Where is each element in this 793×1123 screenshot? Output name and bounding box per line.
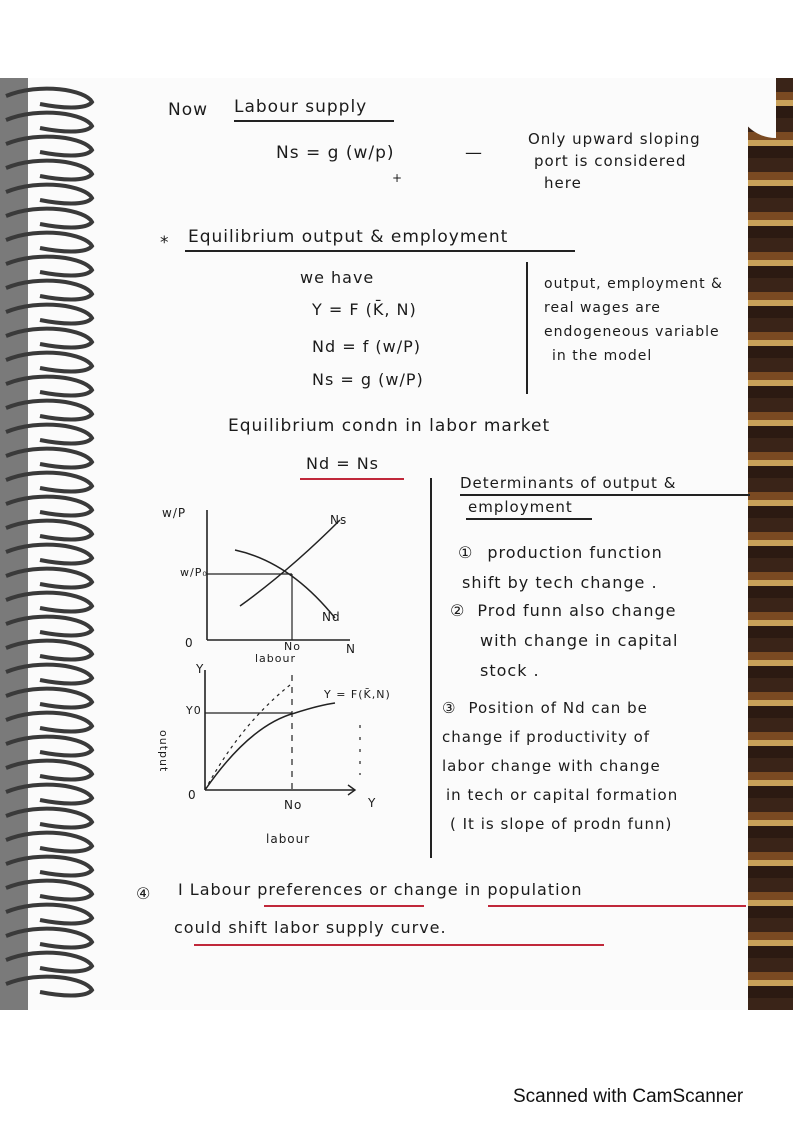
graph1-nd-label: Nd: [322, 610, 341, 624]
divider-line: [526, 262, 528, 394]
item-line: in tech or capital formation: [446, 786, 679, 804]
determinant-item-2: [450, 596, 678, 686]
population-red-underline: [488, 905, 746, 907]
star-bullet: *: [160, 233, 170, 253]
supply-note-line: Only upward sloping: [528, 130, 701, 148]
graph1-ns-label: Ns: [330, 513, 348, 527]
labour-market-graph: [150, 500, 360, 670]
determinants-title-line-1: Determinants of output &: [460, 474, 677, 492]
item-line: Prod funn also change: [477, 601, 677, 620]
camscanner-watermark: Scanned with CamScanner: [513, 1086, 744, 1107]
supply-note-line: here: [544, 174, 582, 192]
equilibrium-red-underline: [300, 478, 404, 480]
graph-divider-line: [430, 478, 432, 858]
item-line: ( It is slope of prodn funn): [450, 815, 673, 833]
endogenous-note-line: output, employment &: [544, 276, 723, 292]
item-line: production function: [487, 543, 663, 562]
determinant-item-3: [442, 694, 678, 839]
dash-separator: —: [465, 143, 483, 163]
endogenous-note-line: endogeneous variable: [544, 324, 720, 340]
endogenous-note: [544, 272, 723, 368]
equilibrium-condition-text: Equilibrium condn in labor market: [228, 416, 551, 436]
graph2-y0-label: Y0: [186, 704, 202, 717]
item-number: ①: [458, 543, 474, 562]
production-equation: Y = F (K̄, N): [312, 300, 417, 319]
now-word: Now: [168, 100, 209, 120]
item-line: Position of Nd can be: [468, 699, 648, 717]
graph2-x-caption: labour: [266, 832, 311, 846]
graph1-w-label: w/P₀: [180, 566, 208, 579]
item-line: with change in capital: [480, 631, 679, 650]
background-cloth: [748, 78, 793, 1010]
supply-note-line: port is considered: [534, 152, 687, 170]
graph2-production-curve: [205, 703, 335, 790]
labour-supply-title: Labour supply: [234, 97, 368, 117]
graph2-dotted-curve: [205, 685, 290, 790]
equilibrium-title-underline: [185, 250, 575, 252]
ns-curve: [240, 520, 340, 606]
graph2-x-axis-label: Y: [368, 796, 377, 810]
equilibrium-title: Equilibrium output & employment: [188, 227, 509, 247]
item-line: stock .: [480, 661, 540, 680]
item-line: change if productivity of: [442, 728, 651, 746]
item-number: ③: [442, 699, 457, 717]
item-line: shift by tech change .: [462, 573, 658, 592]
curve-red-underline: [194, 944, 604, 946]
determinants-title-line-2: employment: [468, 498, 573, 516]
graph1-origin: 0: [185, 636, 194, 650]
graph2-function-label: Y = F(K̄,N): [324, 688, 391, 701]
graph2-output-label: output: [157, 730, 170, 773]
graph2-y-axis-label: Y: [196, 662, 205, 676]
endogenous-note-line: real wages are: [544, 300, 661, 316]
labour-supply-equation: Ns = g (w/p): [276, 143, 395, 163]
determinants-title-underline-1: [460, 494, 750, 496]
determinant-item-1: [458, 538, 663, 598]
equilibrium-condition-equation: Nd = Ns: [306, 454, 380, 473]
production-function-graph: [170, 665, 370, 805]
we-have-text: we have: [300, 268, 375, 287]
title-underline: [234, 120, 394, 122]
notebook-page: [0, 78, 793, 1010]
supply-note: [528, 128, 701, 194]
spiral-binding: [0, 78, 100, 1010]
labour-demand-equation: Nd = f (w/P): [312, 337, 422, 356]
graph1-n-axis-label: N: [346, 642, 356, 656]
preferences-red-underline: [264, 905, 424, 907]
bottom-note-line-2: could shift labor supply curve.: [174, 918, 447, 937]
graph1-x-caption: labour: [255, 652, 297, 665]
bottom-note-line-1: I Labour preferences or change in population: [178, 880, 583, 899]
graph1-y-label: w/P: [162, 506, 187, 520]
item-line: labor change with change: [442, 757, 661, 775]
graph2-no-label: No: [284, 798, 303, 812]
endogenous-note-line: in the model: [552, 348, 653, 364]
graph2-origin: 0: [188, 788, 197, 802]
bottom-note-number: ④: [136, 884, 152, 903]
determinants-title-underline-2: [466, 518, 592, 520]
item-number: ②: [450, 601, 466, 620]
nd-curve: [235, 550, 335, 618]
graph1-no-label: No: [284, 640, 301, 653]
plus-sign: +: [392, 171, 404, 185]
labour-supply-equation-2: Ns = g (w/P): [312, 370, 424, 389]
